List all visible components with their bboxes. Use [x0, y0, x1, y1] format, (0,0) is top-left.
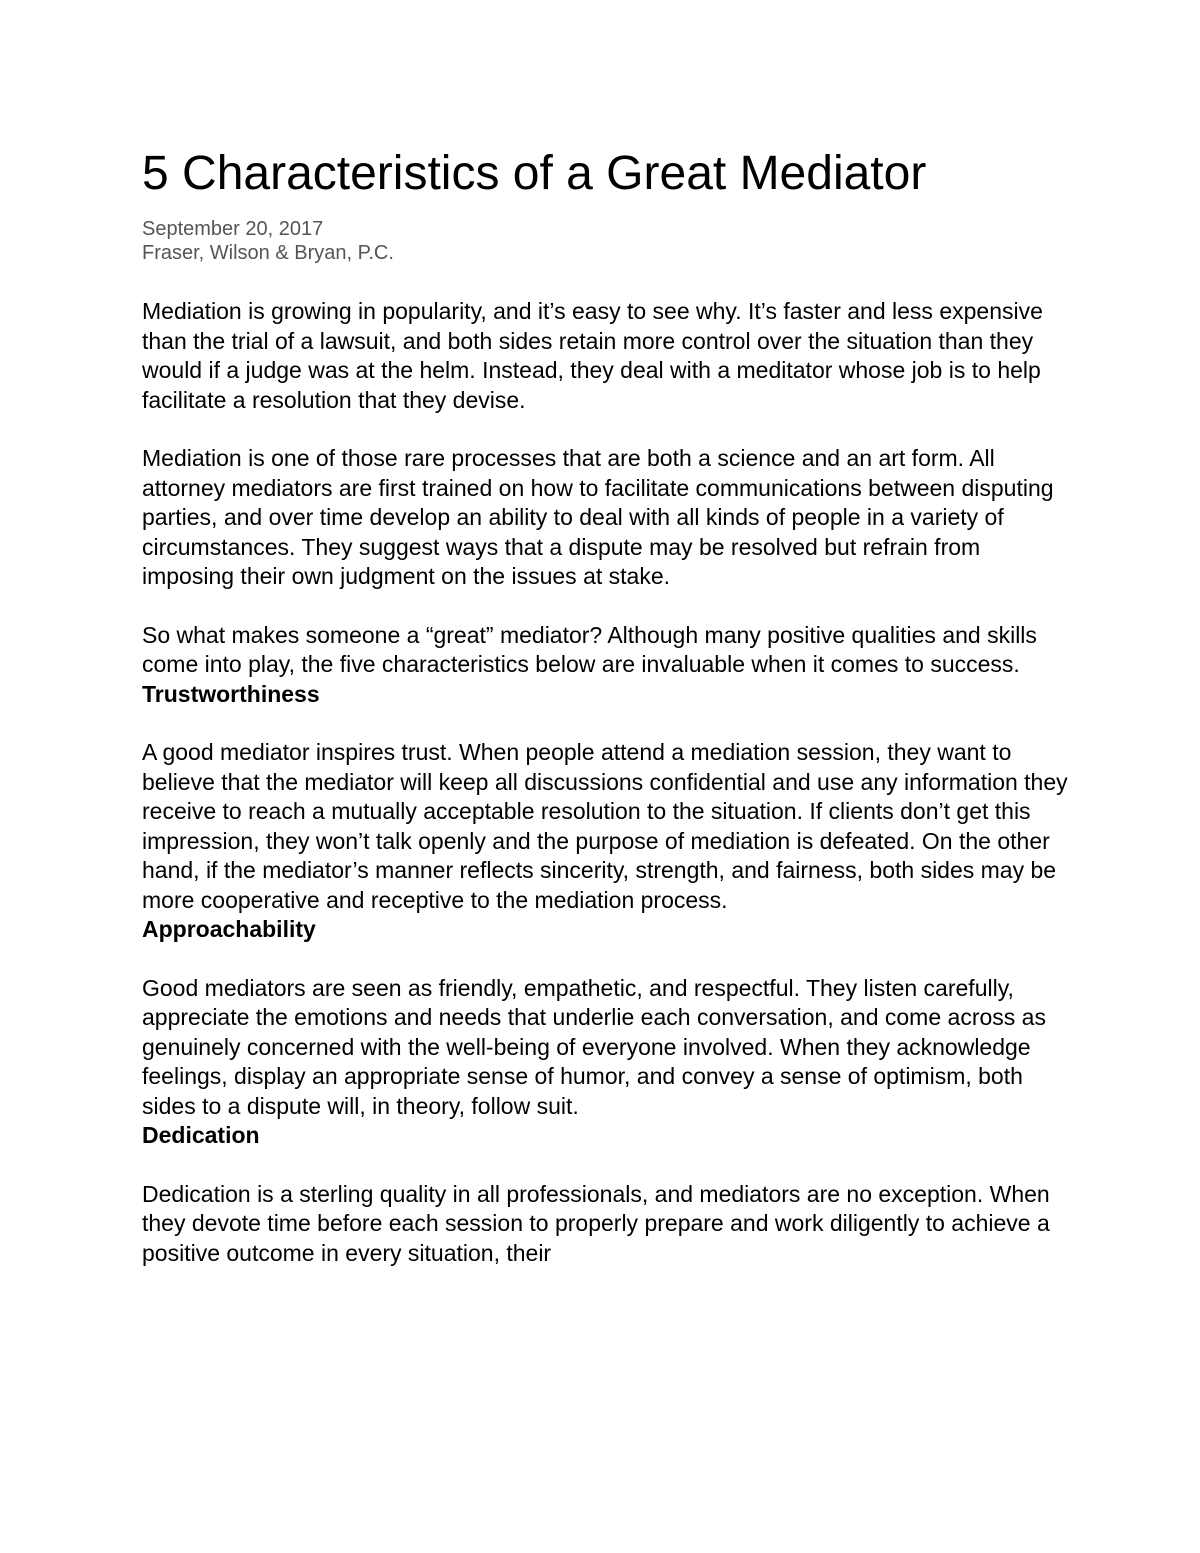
publish-date: September 20, 2017 [142, 218, 324, 240]
intro-paragraph: Mediation is growing in popularity, and it’s easy to see why. It’s faster and less expensive than the trial of a lawsuit, and both sides retain more control over the situation than they would if a judge was at the helm. Instead, they deal with a meditator whose job is to help facilitate a resolution that they devise. [142, 298, 1043, 413]
document-title: 5 Characteristics of a Great Mediator [142, 147, 927, 200]
section-body-trustworthiness: A good mediator inspires trust. When people attend a mediation session, they want to believe that the mediator will keep all discussions confidential and use any information they receive to reach a mutually acceptable resolution to the situation. If clients don’t get this impression, they won’t talk openly and the purpose of mediation is defeated. On the other hand, if the mediator’s manner reflects sincerity, strength, and fairness, both sides may be more cooperative and receptive to the mediation process. [142, 739, 1068, 913]
section-body-approachability: Good mediators are seen as friendly, empathetic, and respectful. They listen carefully, appreciate the emotions and needs that underlie each conversation, and come across as genuinely concerned with the well-being of everyone involved. When they acknowledge feelings, display an appropriate sense of humor, and convey a sense of optimism, both sides to a dispute will, in theory, follow suit. [142, 974, 1046, 1119]
intro-paragraph: Mediation is one of those rare processes that are both a science and an art form. All attorney mediators are first trained on how to facilitate communications between disputing parties, and over time develop an ability to deal with all kinds of people in a variety of circumstances. They suggest ways that a dispute may be resolved but refrain from imposing their own judgment on the issues at stake. [142, 445, 1054, 589]
section-heading-approachability: Approachability [142, 916, 316, 942]
intro-paragraph: So what makes someone a “great” mediator? Although many positive qualities and skills come into play, the five characteristics below are invaluable when it comes to success. [142, 621, 1037, 677]
section-body-dedication: Dedication is a sterling quality in all professionals, and mediators are no exception. When they devote time before each session to properly prepare and work diligently to achieve a positive outcome in every situation, their [142, 1180, 1050, 1266]
author-line: Fraser, Wilson & Bryan, P.C. [142, 242, 394, 264]
document-content [142, 143, 1072, 1268]
section-heading-dedication: Dedication [142, 1122, 260, 1148]
section-heading-trustworthiness: Trustworthiness [142, 680, 320, 707]
document-meta [142, 217, 1072, 265]
